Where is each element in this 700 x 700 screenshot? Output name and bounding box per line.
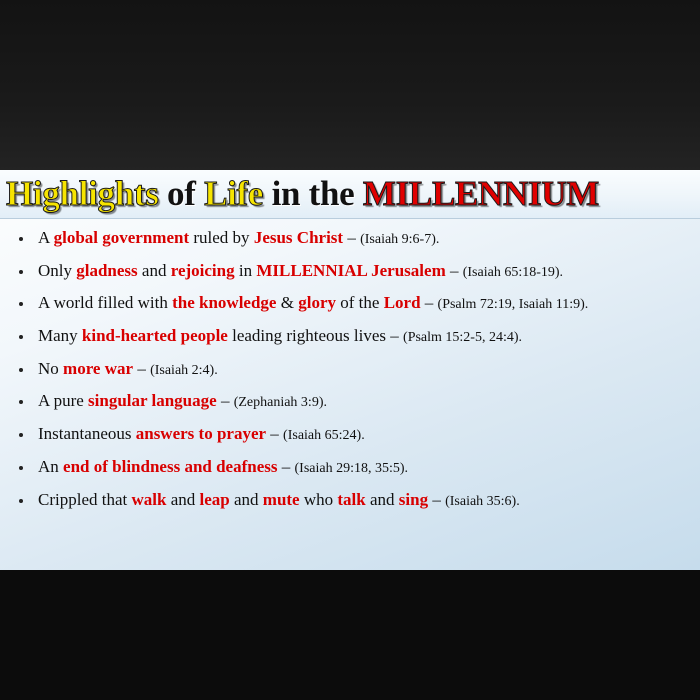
bullet-dot-icon	[19, 499, 23, 503]
title-part-1: of	[158, 174, 205, 213]
list-item	[10, 360, 694, 379]
list-item-text-0-0: A	[38, 228, 54, 247]
list-item-text-8-3: leap	[199, 489, 230, 509]
list-item-text-4-2: –	[133, 358, 151, 378]
list-item-text-1-7: (Isaiah 65:18-19).	[462, 264, 564, 280]
slide-content	[0, 170, 700, 570]
list-item-text-2-7: (Psalm 72:19, Isaiah 11:9).	[437, 297, 589, 313]
list-item-text-6-2: –	[266, 424, 284, 444]
bullet-dot-icon	[19, 368, 23, 372]
list-item-text-1-5: MILLENNIAL Jerusalem	[256, 260, 446, 280]
list-item-text-7-0: An	[38, 456, 64, 476]
title-part-2: Life	[204, 174, 264, 213]
letterbox-top	[0, 0, 700, 170]
list-item-text-1-6: –	[445, 260, 463, 280]
list-item-text-1-4: in	[234, 260, 257, 280]
letterbox-bottom	[0, 570, 700, 700]
list-item-text-0-1: global government	[53, 228, 190, 247]
bullet-dot-icon	[19, 466, 23, 470]
list-item-text-2-1: the knowledge	[172, 293, 277, 313]
list-item-text-2-6: –	[420, 293, 438, 313]
list-item-text-1-1: gladness	[76, 260, 138, 280]
list-item	[10, 392, 694, 411]
list-item-text-2-0: A world filled with	[38, 293, 173, 313]
bullet-list	[0, 219, 700, 509]
list-item-text-4-0: No	[38, 358, 64, 378]
list-item-text-8-11: (Isaiah 35:6).	[445, 493, 520, 509]
bullet-dot-icon	[19, 400, 23, 404]
list-item-text-8-2: and	[166, 489, 200, 509]
list-item-text-8-6: who	[299, 489, 338, 509]
list-item-text-8-10: –	[428, 489, 446, 509]
bullet-dot-icon	[19, 270, 23, 274]
list-item-text-5-2: –	[216, 391, 234, 411]
bullet-dot-icon	[19, 302, 23, 306]
title-part-0: Highlights	[6, 174, 159, 213]
bullet-dot-icon	[19, 335, 23, 339]
list-item-text-6-1: answers to prayer	[135, 424, 267, 444]
list-item-text-6-3: (Isaiah 65:24).	[283, 428, 365, 444]
list-item	[10, 229, 694, 248]
title-part-4: MILLENNIUM	[362, 174, 600, 213]
list-item-text-0-3: Jesus Christ	[253, 228, 344, 247]
list-item-text-5-0: A pure	[38, 391, 89, 411]
list-item-text-1-0: Only	[38, 260, 77, 280]
list-item	[10, 262, 694, 281]
list-item-text-6-0: Instantaneous	[38, 424, 136, 444]
list-item	[10, 458, 694, 477]
list-item	[10, 491, 694, 510]
list-item-text-8-5: mute	[262, 489, 300, 509]
list-item-text-2-3: glory	[298, 293, 336, 313]
list-item-text-8-8: and	[365, 489, 399, 509]
list-item-text-3-2: leading righteous lives –	[227, 326, 404, 346]
list-item	[10, 294, 694, 313]
list-item-text-2-2: &	[276, 293, 299, 313]
bullet-dot-icon	[19, 237, 23, 241]
list-item-text-4-3: (Isaiah 2:4).	[150, 362, 218, 378]
list-item-text-0-5: (Isaiah 9:6-7).	[360, 232, 440, 247]
list-item	[10, 327, 694, 346]
list-item-text-5-1: singular language	[88, 391, 217, 411]
list-item-text-1-2: and	[137, 260, 171, 280]
list-item-text-3-0: Many	[38, 326, 82, 346]
list-item-text-0-4: –	[343, 228, 361, 247]
page-title	[6, 171, 599, 216]
list-item-text-7-3: (Isaiah 29:18, 35:5).	[294, 460, 409, 476]
list-item-text-8-7: talk	[337, 489, 366, 509]
list-item-text-1-3: rejoicing	[170, 260, 235, 280]
title-part-3: in the	[263, 174, 363, 213]
list-item-text-2-4: of the	[336, 293, 384, 313]
list-item-text-5-3: (Zephaniah 3:9).	[233, 395, 327, 411]
list-item-text-0-2: ruled by	[189, 228, 254, 247]
list-item	[10, 425, 694, 444]
list-item-text-8-1: walk	[131, 489, 167, 509]
list-item-text-3-1: kind-hearted people	[81, 326, 228, 346]
list-item-text-3-3: (Psalm 15:2-5, 24:4).	[403, 330, 523, 346]
list-item-text-8-4: and	[229, 489, 263, 509]
list-item-text-4-1: more war	[63, 358, 134, 378]
list-item-text-7-1: end of blindness and deafness	[63, 456, 278, 476]
bullet-dot-icon	[19, 433, 23, 437]
list-item-text-2-5: Lord	[383, 293, 421, 313]
slide-title-bar	[0, 170, 700, 219]
list-item-text-7-2: –	[277, 456, 295, 476]
list-item-text-8-9: sing	[398, 489, 429, 509]
list-item-text-8-0: Crippled that	[38, 489, 132, 509]
